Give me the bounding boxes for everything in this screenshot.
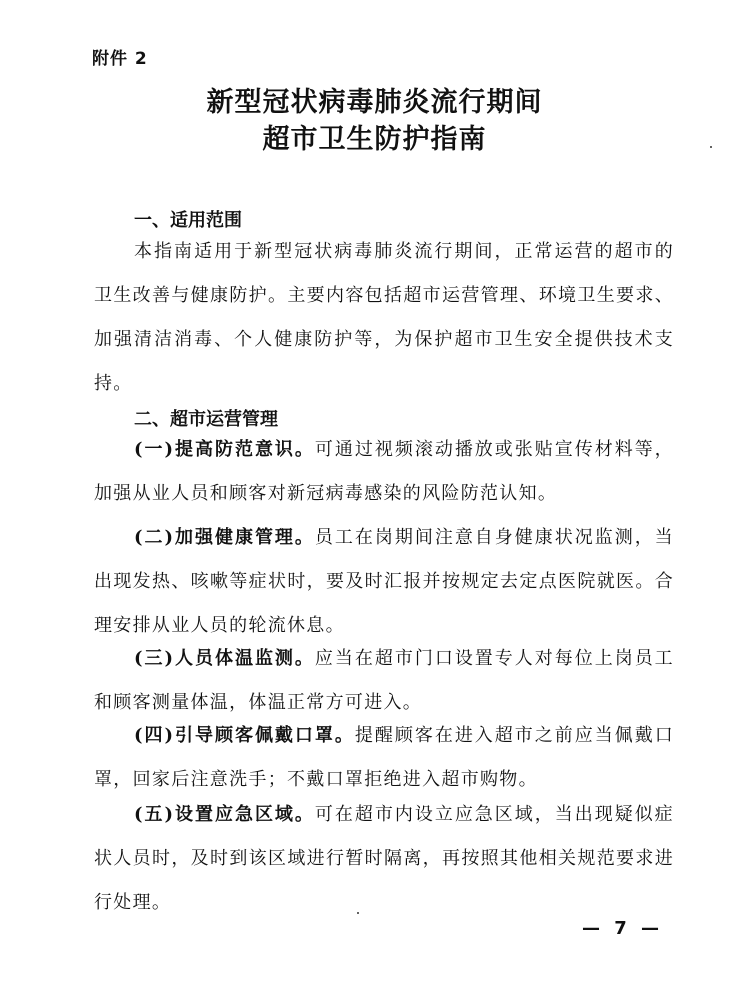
item-text: 可通过视频滚动播放或张贴宣传材料等，加强从业人员和顾客对新冠病毒感染的风险防范认知。 (94, 439, 674, 504)
item-lead: (三)人员体温监测。 (134, 648, 315, 669)
item-text: 提醒顾客在进入超市之前应当佩戴口罩，回家后注意洗手；不戴口罩拒绝进入超市购物。 (94, 725, 674, 790)
page-number: — 7 — (582, 918, 664, 939)
section2-heading: 二、超市运营管理 (134, 409, 278, 430)
scan-speck (710, 146, 712, 148)
section1-paragraph: 本指南适用于新型冠状病毒肺炎流行期间，正常运营的超市的卫生改善与健康防护。主要内容包括超市运营管理、环境卫生要求、加强清洁消毒、个人健康防护等，为保护超市卫生安全提供技术支持。 (94, 241, 674, 394)
item-lead: (五)设置应急区域。 (134, 804, 315, 825)
section2-item-3 (94, 637, 674, 725)
section2-item-5 (94, 793, 674, 925)
item-lead: (四)引导顾客佩戴口罩。 (134, 725, 355, 746)
section2-item-2 (94, 516, 674, 648)
item-text: 可在超市内设立应急区域，当出现疑似症状人员时，及时到该区域进行暂时隔离，再按照其他相关规范要求进行处理。 (94, 804, 674, 913)
scan-speck (357, 912, 359, 914)
section1-heading: 一、适用范围 (134, 210, 242, 231)
item-lead: (二)加强健康管理。 (134, 527, 315, 548)
document-title-line2: 超市卫生防护指南 (262, 124, 487, 155)
section2-item-1 (94, 428, 674, 516)
attachment-label: 附件 2 (92, 49, 148, 69)
document-title-line1: 新型冠状病毒肺炎流行期间 (206, 87, 543, 118)
item-lead: (一)提高防范意识。 (134, 439, 315, 460)
item-text: 员工在岗期间注意自身健康状况监测，当出现发热、咳嗽等症状时，要及时汇报并按规定去定点医院就医。合理安排从业人员的轮流休息。 (94, 527, 674, 636)
item-text: 应当在超市门口设置专人对每位上岗员工和顾客测量体温，体温正常方可进入。 (94, 648, 674, 713)
section2-item-4 (94, 714, 674, 802)
